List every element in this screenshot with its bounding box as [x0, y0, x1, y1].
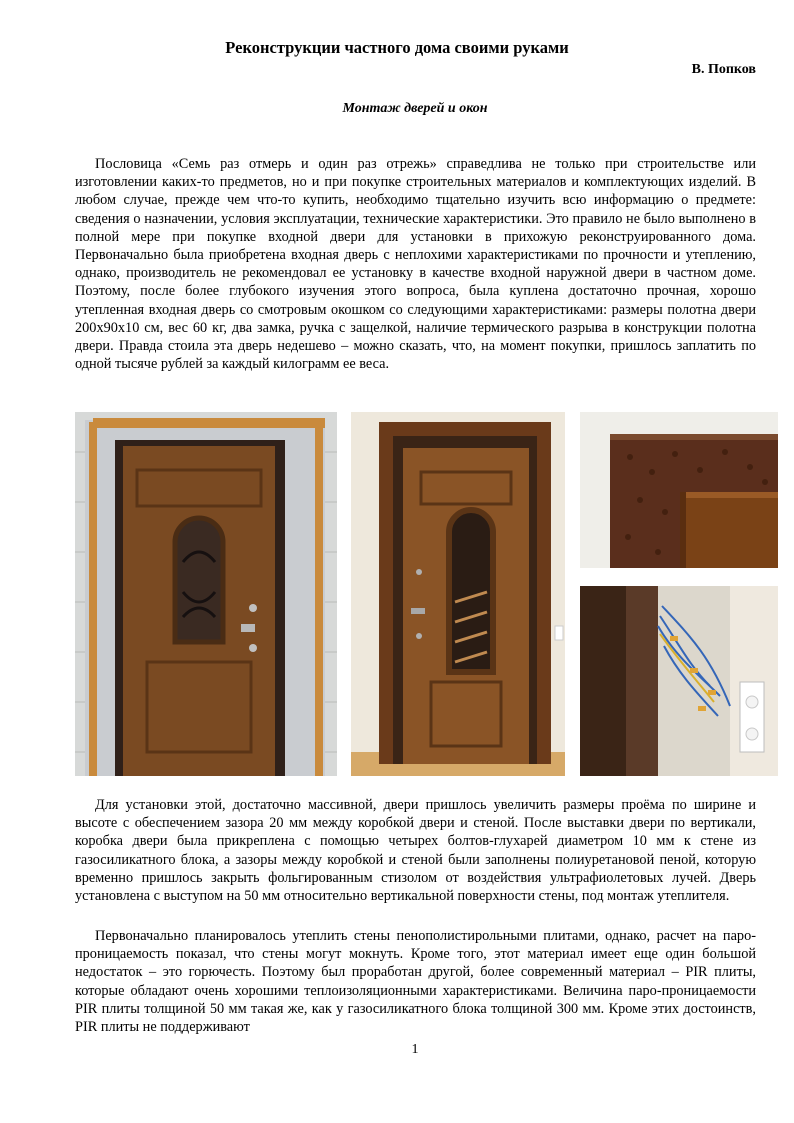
photo-door-installed-foil — [75, 412, 337, 776]
photo-door-interior — [351, 412, 565, 776]
author-name: В. Попков — [691, 62, 756, 77]
paragraph-intro: Пословица «Семь раз отмерь и один раз отрежь» справедлива не только при строительстве или изготовлении каких-то предметов, но и при покупке строительных материалов и комплектующих изделий. В любом случае, прежде чем что-то купить, необходимо тщательно изучить всю информацию о предмете: сведения о назначении, условия эксплуатации, технические характеристики. Это правило не было выполнено в полной мере при покупке входной двери для установки в прихожую реконструированного дома. Первоначально была приобретена входная дверь с неплохими характеристиками по прочности и утеплению, однако, производитель не рекомендовал ее установку в качестве входной наружной двери в частном доме. Поэтому, после более глубокого изучения этого вопроса, была куплена достаточно прочная, хорошо утепленная входная дверь со смотровым окошком со следующими характеристиками: размеры полотна двери 200x90x10 см, вес 60 кг, два замка, ручка с защелкой, наличие термического разрыва в конструкции полотна двери. Правда стоила эта дверь недешево – можно сказать, что, на момент покупки, пришлось заплатить по одной тысяче рублей за каждый килограмм ее веса. — [75, 156, 756, 373]
page-number: 1 — [411, 1042, 419, 1057]
section-subtitle: Монтаж дверей и окон — [342, 101, 488, 116]
photo-metal-closeup — [580, 412, 778, 568]
article-title: Реконструкции частного дома своими руками — [225, 38, 569, 57]
photo-wiring-switches — [580, 586, 778, 776]
paragraph-installation: Для установки этой, достаточно массивной, двери пришлось увеличить размеры проёма по ширине и высоте с обеспечением зазора 20 мм между коробкой двери и стеной. После выставки двери по вертикали, коробка двери была прикреплена с помощью четырех болтов-глухарей диаметром 10 мм к стене из газосиликатного блока, а зазоры между коробкой и стеной были заполнены полиуретановой пеной, которую временно пришлось закрыть фольгированным стизолом от воздействия ультрафиолетовых лучей. Дверь установлена с выступом на 50 мм относительно вертикальной поверхности стены, под монтаж утеплителя. — [75, 797, 756, 905]
paragraph-insulation: Первоначально планировалось утеплить стены пенополистирольными плитами, однако, расчет на паро-проницаемость показал, что стены могут мокнуть. Кроме того, этот материал имеет еще один большой недостаток – это горючесть. Поэтому был проработан другой, более современный материал – PIR плиты, которые обладают очень хорошими теплоизоляционными характеристиками. Величина паро-проницаемости PIR плиты толщиной 50 мм такая же, как у газосиликатного блока толщиной 300 мм. Кроме этих достоинств, PIR плиты не поддерживают — [75, 928, 756, 1036]
